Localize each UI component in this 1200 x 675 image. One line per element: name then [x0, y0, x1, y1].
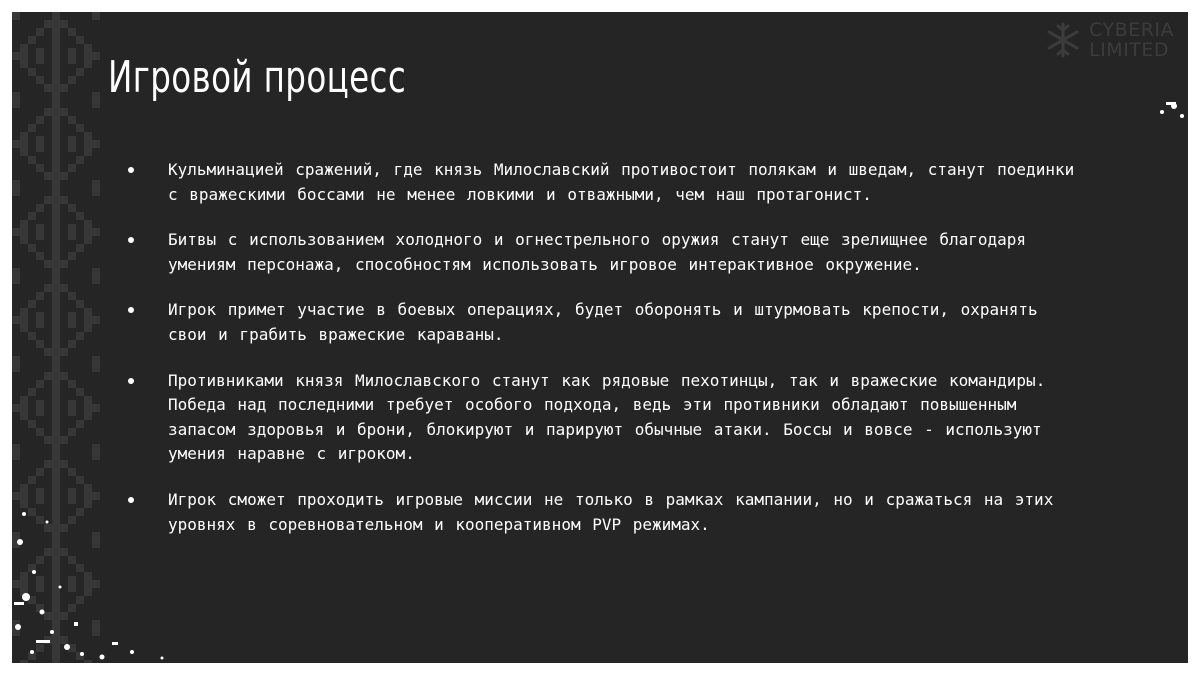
bullet-item [120, 228, 1080, 277]
bullet-dot-icon [128, 237, 134, 243]
bullet-item [120, 158, 1080, 207]
bullet-text: Противниками князя Милославского станут как рядовые пехотинцы, так и вражеские командиры. Победа над последними требует особого подхода, ведь эти противники обладают повышенным запасом здоровья и брони, блокируют и парируют обычные атаки. Боссы и вовсе - используют умения наравне с игроком. [168, 370, 1046, 464]
slide [12, 12, 1188, 663]
bullet-text: Игрок сможет проходить игровые миссии не только в рамках кампании, но и сражаться на этих уровнях в соревновательном и кооперативном PVP режимах. [168, 489, 1054, 534]
bullet-dot-icon [128, 307, 134, 313]
bullet-dot-icon [128, 497, 134, 503]
bullet-text: Кульминацией сражений, где князь Милославский противостоит полякам и шведам, станут поединки с вражескими боссами не менее ловкими и отважными, чем наш протагонист. [168, 160, 1075, 204]
snowflake-icon [1043, 20, 1083, 60]
logo-line-2: LIMITED [1089, 39, 1170, 61]
bullet-item [120, 488, 1080, 537]
bullet-text: Битвы с использованием холодного и огнестрельного оружия станут еще зрелищнее благодаря умениям персонажа, способностям использовать игровое интерактивное окружение. [168, 230, 1027, 274]
bullet-text: Игрок примет участие в боевых операциях, будет оборонять и штурмовать крепости, охранять свои и грабить вражеские караваны. [168, 300, 1038, 344]
bullet-dot-icon [128, 378, 134, 384]
bullet-dot-icon [128, 167, 134, 173]
bullet-item [120, 369, 1080, 467]
company-logo [1043, 20, 1174, 60]
slide-title: Игровой процесс [108, 52, 407, 103]
bullet-item [120, 298, 1080, 347]
paint-splatter-top-right [1148, 92, 1188, 132]
logo-line-1: CYBERIA [1089, 19, 1174, 41]
bullet-list [120, 158, 1080, 558]
